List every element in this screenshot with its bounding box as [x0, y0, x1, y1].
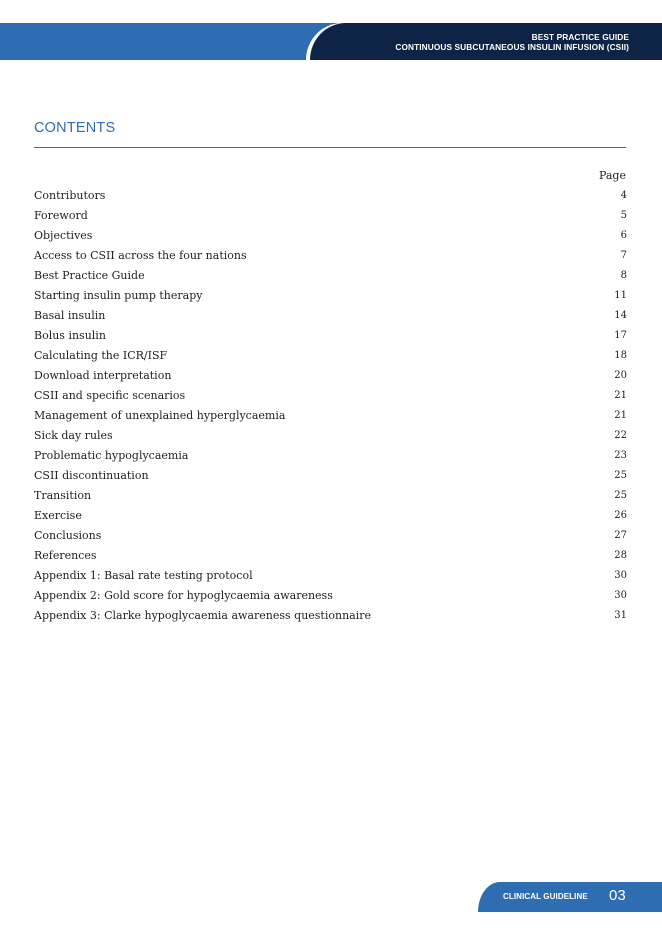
- toc-entry-title: Transition: [34, 489, 92, 502]
- toc-entry-page: 27: [614, 530, 627, 541]
- toc-entry[interactable]: [34, 566, 627, 586]
- toc-entry[interactable]: [34, 366, 627, 386]
- toc-entry-title: Objectives: [34, 229, 93, 242]
- toc-entry-page: 30: [614, 570, 627, 581]
- toc-entry-title: Starting insulin pump therapy: [34, 289, 203, 302]
- toc-entry[interactable]: [34, 586, 627, 606]
- footer-label: CLINICAL GUIDELINE: [503, 892, 588, 901]
- header-line-2: CONTINUOUS SUBCUTANEOUS INSULIN INFUSION (CSII): [395, 42, 629, 52]
- toc-entry-page: 14: [614, 310, 627, 321]
- toc-entry-page: 11: [614, 290, 627, 301]
- title-divider: [34, 147, 626, 148]
- toc-entry-title: Basal insulin: [34, 309, 106, 322]
- toc-entry-title: Contributors: [34, 189, 106, 202]
- toc-entry-title: Appendix 3: Clarke hypoglycaemia awareness questionnaire: [34, 609, 372, 622]
- toc-entry[interactable]: [34, 526, 627, 546]
- page-number: 03: [609, 887, 626, 904]
- toc-entry-page: 7: [620, 250, 627, 261]
- toc-entry-title: References: [34, 549, 97, 562]
- toc-entry-page: 28: [614, 550, 627, 561]
- toc-entry[interactable]: [34, 286, 627, 306]
- toc-entry-page: 6: [620, 230, 627, 241]
- toc-entry-page: 22: [614, 430, 627, 441]
- toc-entry-title: Sick day rules: [34, 429, 113, 442]
- table-of-contents: [34, 186, 627, 626]
- toc-entry[interactable]: [34, 406, 627, 426]
- toc-entry-page: 21: [614, 410, 627, 421]
- toc-entry-page: 30: [614, 590, 627, 601]
- toc-entry[interactable]: [34, 546, 627, 566]
- toc-entry[interactable]: [34, 186, 627, 206]
- toc-entry-page: 25: [614, 470, 627, 481]
- toc-entry-page: 25: [614, 490, 627, 501]
- toc-entry-title: Problematic hypoglycaemia: [34, 449, 189, 462]
- toc-entry-page: 31: [614, 610, 627, 621]
- toc-entry-title: CSII discontinuation: [34, 469, 149, 482]
- toc-entry-page: 23: [614, 450, 627, 461]
- toc-entry[interactable]: [34, 306, 627, 326]
- toc-entry-title: Access to CSII across the four nations: [34, 249, 247, 262]
- toc-entry-title: Download interpretation: [34, 369, 172, 382]
- toc-entry[interactable]: [34, 386, 627, 406]
- toc-entry[interactable]: [34, 466, 627, 486]
- page-title: CONTENTS: [34, 120, 116, 136]
- toc-entry[interactable]: [34, 446, 627, 466]
- toc-entry-page: 20: [614, 370, 627, 381]
- toc-entry[interactable]: [34, 266, 627, 286]
- toc-entry-page: 21: [614, 390, 627, 401]
- toc-entry[interactable]: [34, 206, 627, 226]
- toc-entry[interactable]: [34, 326, 627, 346]
- toc-entry-title: Calculating the ICR/ISF: [34, 349, 168, 362]
- toc-entry-page: 18: [614, 350, 627, 361]
- toc-entry-page: 8: [620, 270, 627, 281]
- toc-entry-title: Best Practice Guide: [34, 269, 145, 282]
- footer-tab: [478, 882, 662, 912]
- toc-entry-title: Exercise: [34, 509, 82, 522]
- toc-entry-title: Bolus insulin: [34, 329, 106, 342]
- toc-entry-page: 17: [614, 330, 627, 341]
- toc-entry-page: 26: [614, 510, 627, 521]
- toc-entry-title: Management of unexplained hyperglycaemia: [34, 409, 286, 422]
- toc-entry[interactable]: [34, 606, 627, 626]
- toc-entry-title: Foreword: [34, 209, 88, 222]
- toc-entry-title: Appendix 2: Gold score for hypoglycaemia awareness: [34, 589, 333, 602]
- toc-entry[interactable]: [34, 226, 627, 246]
- toc-entry[interactable]: [34, 486, 627, 506]
- toc-entry-title: Appendix 1: Basal rate testing protocol: [34, 569, 253, 582]
- toc-entry[interactable]: [34, 246, 627, 266]
- page-column-header: Page: [598, 169, 626, 182]
- toc-entry-page: 4: [620, 190, 627, 201]
- toc-entry-title: CSII and specific scenarios: [34, 389, 186, 402]
- toc-entry-title: Conclusions: [34, 529, 102, 542]
- toc-entry[interactable]: [34, 426, 627, 446]
- header-title: [395, 32, 629, 52]
- toc-entry-page: 5: [620, 210, 627, 221]
- toc-entry[interactable]: [34, 346, 627, 366]
- toc-entry[interactable]: [34, 506, 627, 526]
- header-line-1: BEST PRACTICE GUIDE: [531, 32, 629, 42]
